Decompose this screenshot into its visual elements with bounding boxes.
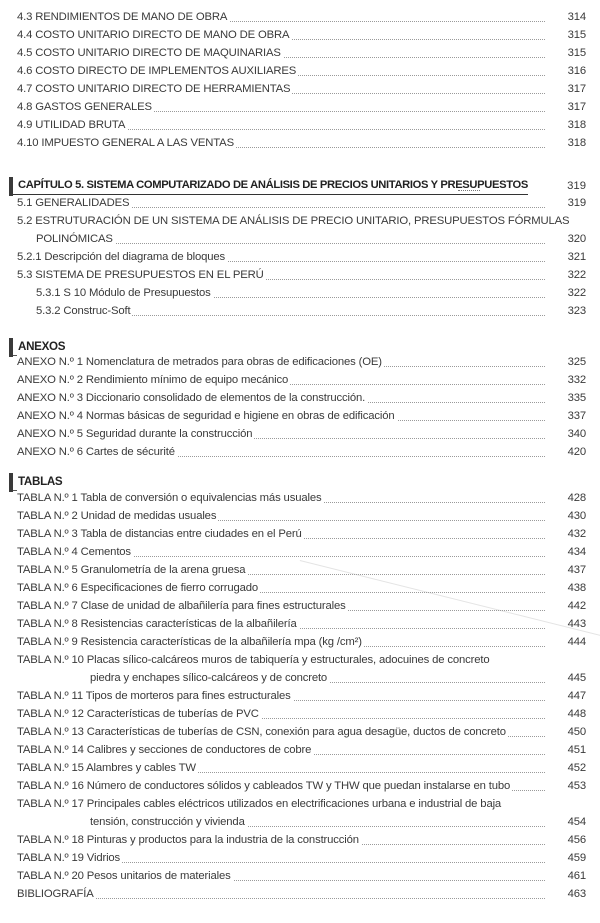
toc-entry[interactable] (0, 724, 600, 741)
entry-title: ANEXO N.º 5 Seguridad durante la construcción (17, 426, 254, 443)
toc-entry-bibliografia[interactable] (0, 886, 600, 903)
entry-page: 337 (567, 410, 586, 422)
entry-title: TABLA N.º 13 Características de tuberías de CSN, conexión para agua desagüe, ductos de concreto (17, 724, 508, 741)
entry-page: 437 (567, 564, 586, 576)
toc-entry[interactable] (0, 135, 600, 152)
section-heading[interactable] (12, 473, 62, 491)
toc-entry[interactable] (0, 303, 600, 320)
entry-title: TABLA N.º 6 Especificaciones de fierro corrugado (17, 580, 260, 597)
entry-page: 438 (567, 582, 586, 594)
entry-title: TABLA N.º 11 Tipos de morteros para fines estructurales (17, 688, 293, 705)
entry-title: TABLA N.º 12 Características de tuberías de PVC (17, 706, 261, 723)
entry-page: 454 (567, 816, 586, 828)
entry-page: 420 (567, 446, 586, 458)
entry-page: 340 (567, 428, 586, 440)
entry-page: 320 (567, 233, 586, 245)
toc-entry[interactable] (0, 99, 600, 116)
entry-page: 323 (567, 305, 586, 317)
entry-title: BIBLIOGRAFÍA (17, 886, 96, 903)
entry-continuation: piedra y enchapes sílico-calcáreos y de concreto (90, 670, 329, 687)
entry-title: 4.7 COSTO UNITARIO DIRECTO DE HERRAMIENTAS (17, 81, 292, 98)
entry-continuation: POLINÓMICAS (36, 231, 115, 248)
entry-title: 5.3.2 Construc-Soft (36, 303, 132, 320)
toc-entry[interactable] (0, 490, 600, 507)
entry-page: 463 (567, 888, 586, 900)
entry-title: TABLA N.º 18 Pinturas y productos para la industria de la construcción (17, 832, 361, 849)
toc-entry[interactable] (0, 616, 600, 633)
toc-entry[interactable] (0, 868, 600, 885)
chapter-title: CAPÍTULO 5. SISTEMA COMPUTARIZADO DE ANÁLISIS DE PRECIOS UNITARIOS Y PRESUPUESTOS (12, 177, 528, 195)
toc-entry[interactable] (0, 508, 600, 525)
entry-page: 315 (567, 29, 586, 41)
entry-title: 5.1 GENERALIDADES (17, 195, 131, 212)
toc-entry-line2[interactable] (0, 670, 600, 687)
entry-title: TABLA N.º 10 Placas sílico-calcáreos muros de tabiquería y estructurales, adocuines de concreto (17, 654, 490, 666)
heading-marker-bar (9, 177, 13, 196)
entry-title: 4.4 COSTO UNITARIO DIRECTO DE MANO DE OBRA (17, 27, 291, 44)
entry-title: TABLA N.º 17 Principales cables eléctricos utilizados en electrificaciones urbana e industrial de baja (17, 798, 502, 810)
entry-page: 321 (567, 251, 586, 263)
entry-title: 5.2.1 Descripción del diagrama de bloques (17, 249, 227, 266)
entry-page: 325 (567, 356, 586, 368)
entry-page: 315 (567, 47, 586, 59)
entry-title: ANEXO N.º 2 Rendimiento mínimo de equipo mecánico (17, 372, 290, 389)
entry-title: TABLA N.º 19 Vidrios (17, 850, 122, 867)
entry-title: ANEXO N.º 3 Diccionario consolidado de elementos de la construcción. (17, 390, 367, 407)
entry-title: TABLA N.º 3 Tabla de distancias entre ciudades en el Perú (17, 526, 304, 543)
entry-page: 316 (567, 65, 586, 77)
entry-title: TABLA N.º 2 Unidad de medidas usuales (17, 508, 218, 525)
toc-entry[interactable] (0, 580, 600, 597)
toc-entry[interactable] (0, 760, 600, 777)
dot-leader (18, 898, 545, 899)
toc-entry[interactable] (0, 249, 600, 266)
entry-title: TABLA N.º 1 Tabla de conversión o equivalencias más usuales (17, 490, 323, 507)
entry-title: TABLA N.º 20 Pesos unitarios de materiales (17, 868, 233, 885)
toc-entry[interactable] (0, 562, 600, 579)
entry-title: 5.2 ESTRUTURACIÓN DE UN SISTEMA DE ANÁLISIS DE PRECIO UNITARIO, PRESUPUESTOS FÓRMULAS (17, 215, 570, 227)
toc-entry[interactable] (0, 9, 600, 26)
chapter-page: 319 (567, 180, 586, 192)
toc-entry[interactable] (0, 81, 600, 98)
toc-entry[interactable] (0, 408, 600, 425)
toc-entry[interactable] (0, 372, 600, 389)
entry-page: 335 (567, 392, 586, 404)
entry-page: 430 (567, 510, 586, 522)
entry-page: 445 (567, 672, 586, 684)
chapter-heading[interactable] (12, 177, 528, 195)
entry-title: ANEXO N.º 4 Normas básicas de seguridad e higiene en obras de edificación (17, 408, 397, 425)
toc-entry[interactable] (0, 195, 600, 212)
entry-page: 432 (567, 528, 586, 540)
toc-entry[interactable] (0, 390, 600, 407)
entry-title: 5.3 SISTEMA DE PRESUPUESTOS EN EL PERÚ (17, 267, 266, 284)
entry-title: TABLA N.º 14 Calibres y secciones de conductores de cobre (17, 742, 313, 759)
toc-entry[interactable] (0, 706, 600, 723)
entry-page: 447 (567, 690, 586, 702)
entry-title: 4.6 COSTO DIRECTO DE IMPLEMENTOS AUXILIARES (17, 63, 298, 80)
entry-title: TABLA N.º 7 Clase de unidad de albañilería para fines estructurales (17, 598, 348, 615)
section-title: ANEXOS (12, 338, 65, 356)
entry-title: ANEXO N.º 6 Cartes de sécurité (17, 444, 177, 461)
entry-title: 5.3.1 S 10 Módulo de Presupuestos (36, 285, 213, 302)
entry-page: 319 (567, 197, 586, 209)
toc-entry[interactable] (0, 444, 600, 461)
toc-entry[interactable] (0, 45, 600, 62)
toc-entry[interactable] (0, 354, 600, 371)
entry-page: 332 (567, 374, 586, 386)
entry-title: 4.5 COSTO UNITARIO DIRECTO DE MAQUINARIAS (17, 45, 283, 62)
entry-page: 453 (567, 780, 586, 792)
entry-page: 318 (567, 119, 586, 131)
entry-page: 450 (567, 726, 586, 738)
toc-entry[interactable] (0, 526, 600, 543)
toc-entry-line1[interactable] (0, 652, 600, 669)
entry-page: 314 (567, 11, 586, 23)
toc-entry-line2[interactable] (0, 231, 600, 248)
entry-title: TABLA N.º 15 Alambres y cables TW (17, 760, 198, 777)
entry-page: 322 (567, 269, 586, 281)
entry-page: 442 (567, 600, 586, 612)
entry-page: 451 (567, 744, 586, 756)
toc-entry[interactable] (0, 426, 600, 443)
toc-entry[interactable] (0, 63, 600, 80)
toc-entry[interactable] (0, 850, 600, 867)
toc-entry[interactable] (0, 634, 600, 651)
entry-title: TABLA N.º 16 Número de conductores sólidos y cableados TW y THW que puedan instalarse en tubo (17, 778, 512, 795)
toc-entry[interactable] (0, 742, 600, 759)
toc-entry-line1[interactable] (0, 213, 600, 230)
entry-page: 448 (567, 708, 586, 720)
entry-page: 317 (567, 101, 586, 113)
entry-title: ANEXO N.º 1 Nomenclatura de metrados para obras de edificaciones (OE) (17, 354, 384, 371)
toc-entry-line1[interactable] (0, 796, 600, 813)
toc-entry[interactable] (0, 832, 600, 849)
toc-entry[interactable] (0, 778, 600, 795)
section-title: TABLAS (12, 473, 62, 491)
toc-entry[interactable] (0, 267, 600, 284)
entry-page: 452 (567, 762, 586, 774)
entry-page: 456 (567, 834, 586, 846)
entry-title: TABLA N.º 4 Cementos (17, 544, 133, 561)
entry-page: 443 (567, 618, 586, 630)
entry-page: 444 (567, 636, 586, 648)
entry-page: 428 (567, 492, 586, 504)
entry-page: 434 (567, 546, 586, 558)
entry-title: TABLA N.º 8 Resistencias características de la albañilería (17, 616, 299, 633)
toc-entry[interactable] (0, 285, 600, 302)
toc-entry[interactable] (0, 117, 600, 134)
entry-page: 459 (567, 852, 586, 864)
entry-title: 4.10 IMPUESTO GENERAL A LAS VENTAS (17, 135, 236, 152)
toc-entry-line2[interactable] (0, 814, 600, 831)
entry-page: 461 (567, 870, 586, 882)
entry-continuation: tensión, construcción y vivienda (90, 814, 247, 831)
dot-leader (458, 190, 480, 191)
entry-page: 318 (567, 137, 586, 149)
toc-entry[interactable] (0, 27, 600, 44)
entry-title: TABLA N.º 9 Resistencia características de la albañilería mpa (kg /cm²) (17, 634, 364, 651)
entry-page: 322 (567, 287, 586, 299)
entry-title: 4.9 UTILIDAD BRUTA (17, 117, 127, 134)
entry-title: TABLA N.º 5 Granulometría de la arena gruesa (17, 562, 247, 579)
entry-title: 4.3 RENDIMIENTOS DE MANO DE OBRA (17, 9, 229, 26)
entry-page: 317 (567, 83, 586, 95)
entry-title: 4.8 GASTOS GENERALES (17, 99, 154, 116)
toc-entry[interactable] (0, 544, 600, 561)
toc-entry[interactable] (0, 688, 600, 705)
